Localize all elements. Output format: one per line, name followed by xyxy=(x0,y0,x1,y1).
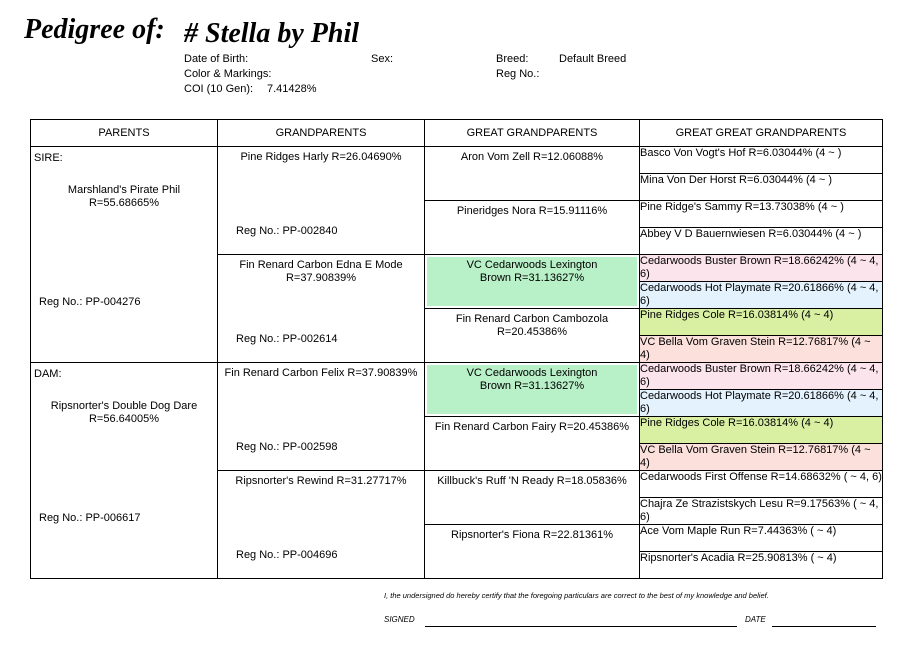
ggg-9: Cedarwoods Buster Brown R=18.66242% (4 ~ 4, 6) xyxy=(640,363,883,390)
col-header-great-grandparents: GREAT GRANDPARENTS xyxy=(425,120,640,147)
sire-role: SIRE: xyxy=(34,152,63,164)
ggg-1: Basco Von Vogt's Hof R=6.03044% (4 ~ ) xyxy=(640,147,883,174)
ggg-14: Chajra Ze Strazistskych Lesu R=9.17563% ( ~ 4, 6) xyxy=(640,498,883,525)
ggg-10: Cedarwoods Hot Playmate R=20.61866% (4 ~ 4, 6) xyxy=(640,390,883,417)
date-line xyxy=(772,626,876,627)
dam-name: Ripsnorter's Double Dog Dare xyxy=(50,400,198,412)
breed-value: Default Breed xyxy=(559,53,627,65)
coi-value: 7.41428% xyxy=(267,83,317,95)
great-grandparent-1-name: Aron Vom Zell R=12.06088% xyxy=(460,151,604,163)
sire-reg: Reg No.: PP-004276 xyxy=(39,296,141,308)
sex-label: Sex: xyxy=(371,53,394,65)
color-label: Color & Markings: xyxy=(184,68,272,80)
ggg-11: Pine Ridges Cole R=16.03814% (4 ~ 4) xyxy=(640,417,883,444)
great-grandparent-3-name: VC Cedarwoods Lexington Brown R=31.13627% xyxy=(466,259,598,284)
coi-label: COI (10 Gen): xyxy=(184,83,254,95)
great-grandparent-3 xyxy=(425,255,640,309)
ggg-2: Mina Von Der Horst R=6.03044% (4 ~ ) xyxy=(640,174,883,201)
great-grandparent-5-name: VC Cedarwoods Lexington Brown R=31.13627% xyxy=(466,367,598,392)
grandparent-4 xyxy=(218,471,425,579)
ggg-7: Pine Ridges Cole R=16.03814% (4 ~ 4) xyxy=(640,309,883,336)
great-grandparent-8 xyxy=(425,525,640,579)
sire-name: Marshland's Pirate Phil xyxy=(67,184,181,196)
pedigree-table xyxy=(30,119,883,579)
dob-label: Date of Birth: xyxy=(184,53,249,65)
ggg-6: Cedarwoods Hot Playmate R=20.61866% (4 ~ 4, 6) xyxy=(640,282,883,309)
dog-name: # Stella by Phil xyxy=(184,18,359,49)
ggg-15: Ace Vom Maple Run R=7.44363% ( ~ 4) xyxy=(640,525,883,552)
ggg-12: VC Bella Vom Graven Stein R=12.76817% (4 ~ 4) xyxy=(640,444,883,471)
great-grandparent-6 xyxy=(425,417,640,471)
grandparent-1-reg: Reg No.: PP-002840 xyxy=(236,225,338,237)
grandparent-2-name: Fin Renard Carbon Edna E Mode R=37.90839% xyxy=(239,259,403,284)
great-grandparent-2-name: Pineridges Nora R=15.91116% xyxy=(456,205,608,217)
date-label: DATE xyxy=(745,615,766,624)
breed-label: Breed: xyxy=(496,53,529,65)
ggg-13: Cedarwoods First Offense R=14.68632% ( ~ 4, 6) xyxy=(640,471,883,498)
signed-label: SIGNED xyxy=(384,615,415,624)
great-grandparent-7-name: Killbuck's Ruff 'N Ready R=18.05836% xyxy=(437,475,627,487)
great-grandparent-1 xyxy=(425,147,640,201)
great-grandparent-5 xyxy=(425,363,640,417)
great-grandparent-2 xyxy=(425,201,640,255)
col-header-great-great-grandparents: GREAT GREAT GRANDPARENTS xyxy=(640,120,883,147)
col-header-parents: PARENTS xyxy=(31,120,218,147)
great-grandparent-4-name: Fin Renard Carbon Cambozola R=20.45386% xyxy=(455,313,609,338)
signature-line xyxy=(425,626,737,627)
col-header-grandparents: GRANDPARENTS xyxy=(218,120,425,147)
pedigree-label: Pedigree of: xyxy=(24,14,165,45)
great-grandparent-7 xyxy=(425,471,640,525)
grandparent-1-name: Pine Ridges Harly R=26.04690% xyxy=(240,151,402,163)
great-grandparent-4 xyxy=(425,309,640,363)
ggg-4: Abbey V D Bauernwiesen R=6.03044% (4 ~ ) xyxy=(640,228,883,255)
grandparent-3 xyxy=(218,363,425,471)
ggg-3: Pine Ridge's Sammy R=13.73038% (4 ~ ) xyxy=(640,201,883,228)
grandparent-2-reg: Reg No.: PP-002614 xyxy=(236,333,338,345)
grandparent-3-reg: Reg No.: PP-002598 xyxy=(236,441,338,453)
grandparent-4-reg: Reg No.: PP-004696 xyxy=(236,549,338,561)
reg-label: Reg No.: xyxy=(496,68,540,80)
grandparent-1 xyxy=(218,147,425,255)
ggg-16: Ripsnorter's Acadia R=25.90813% ( ~ 4) xyxy=(640,552,883,579)
grandparent-4-name: Ripsnorter's Rewind R=31.27717% xyxy=(235,475,407,487)
sire-cell xyxy=(31,147,218,363)
dam-r: R=56.64005% xyxy=(88,413,160,425)
grandparent-2 xyxy=(218,255,425,363)
dam-cell xyxy=(31,363,218,579)
dam-role: DAM: xyxy=(34,368,62,380)
great-grandparent-6-name: Fin Renard Carbon Fairy R=20.45386% xyxy=(434,421,630,433)
great-grandparent-8-name: Ripsnorter's Fiona R=22.81361% xyxy=(451,529,613,541)
sire-r: R=55.68665% xyxy=(88,197,160,209)
dam-reg: Reg No.: PP-006617 xyxy=(39,512,141,524)
grandparent-3-name: Fin Renard Carbon Felix R=37.90839% xyxy=(224,367,418,379)
ggg-8: VC Bella Vom Graven Stein R=12.76817% (4 ~ 4) xyxy=(640,336,883,363)
certification-text: I, the undersigned do hereby certify that the foregoing particulars are correct to the best of my knowledge and belief. xyxy=(384,591,769,600)
ggg-5: Cedarwoods Buster Brown R=18.66242% (4 ~ 4, 6) xyxy=(640,255,883,282)
